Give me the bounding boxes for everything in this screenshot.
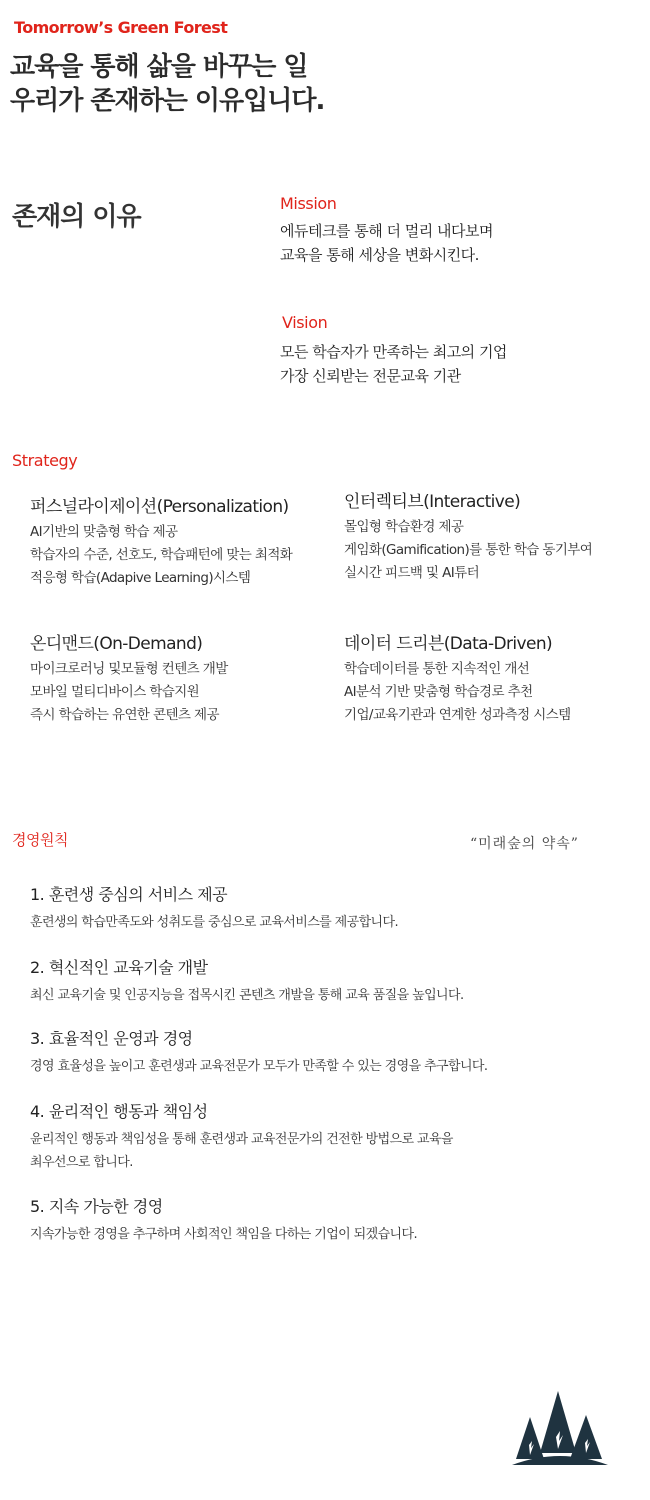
strategy-item-on-demand [30,629,330,727]
vision-line: 모든 학습자가 만족하는 최고의 기업 [280,343,507,361]
promise-quote: “미래숲의 약속” [470,836,579,852]
forest-trees-icon [510,1385,610,1475]
principle-item [30,882,630,934]
strategy-line: AI분석 기반 맞춤형 학습경로 추천 [344,684,533,700]
principle-item [30,1194,630,1246]
strategy-line: 몰입형 학습환경 제공 [344,519,464,535]
headline-line: 우리가 존재하는 이유입니다. [10,86,325,116]
headline-line: 교육을 통해 삶을 바꾸는 일 [10,52,308,82]
principle-title: 3. 효율적인 운영과 경영 [30,1029,193,1048]
principle-item [30,955,630,1007]
strategy-item-data-driven [344,629,644,727]
strategy-item-interactive [344,487,644,585]
principle-title: 4. 윤리적인 행동과 책임성 [30,1102,208,1121]
mission-text [280,219,493,267]
strategy-item-personalization [30,492,330,590]
strategy-line: 적응형 학습(Adapive Learning)시스템 [30,570,251,586]
principle-desc: 최신 교육기술 및 인공지능을 접목시킨 콘텐츠 개발을 통해 교육 품질을 높입니다. [30,988,464,1003]
principles-label: 경영원칙 [12,831,68,849]
brand-name: Tomorrow’s Green Forest [14,18,228,37]
principle-desc: 지속가능한 경영을 추구하며 사회적인 책임을 다하는 기업이 되겠습니다. [30,1227,417,1242]
strategy-title: 인터렉티브(Interactive) [344,492,521,512]
strategy-label: Strategy [12,451,78,470]
vision-label: Vision [282,313,328,332]
mission-line: 에듀테크를 통해 더 멀리 내다보며 [280,222,493,240]
headline [10,50,324,118]
principle-item [30,1099,630,1174]
principle-item [30,1026,630,1078]
reason-title: 존재의 이유 [12,202,141,232]
strategy-line: 학습자의 수준, 선호도, 학습패턴에 맞는 최적화 [30,547,293,563]
principle-desc: 최우선으로 합니다. [30,1155,133,1170]
strategy-title: 온디맨드(On-Demand) [30,634,203,654]
principle-title: 1. 훈련생 중심의 서비스 제공 [30,885,228,904]
strategy-line: AI기반의 맞춤형 학습 제공 [30,524,178,540]
mission-line: 교육을 통해 세상을 변화시킨다. [280,246,479,264]
principle-title: 5. 지속 가능한 경영 [30,1197,163,1216]
mission-label: Mission [280,194,337,213]
strategy-line: 실시간 피드백 및 AI튜터 [344,565,480,581]
vision-line: 가장 신뢰받는 전문교육 기관 [280,367,461,385]
principle-desc: 경영 효율성을 높이고 훈련생과 교육전문가 모두가 만족할 수 있는 경영을 추구합니다. [30,1059,488,1074]
principle-title: 2. 혁신적인 교육기술 개발 [30,958,208,977]
strategy-line: 마이크로러닝 및모듈형 컨텐츠 개발 [30,661,228,677]
principle-desc: 윤리적인 행동과 책임성을 통해 훈련생과 교육전문가의 건전한 방법으로 교육을 [30,1132,453,1147]
strategy-title: 데이터 드리븐(Data-Driven) [344,634,553,654]
strategy-line: 학습데이터를 통한 지속적인 개선 [344,661,530,677]
vision-text [280,340,507,388]
strategy-line: 게임화(Gamification)를 통한 학습 동기부여 [344,542,593,558]
principle-desc: 훈련생의 학습만족도와 성취도를 중심으로 교육서비스를 제공합니다. [30,915,398,930]
strategy-title: 퍼스널라이제이션(Personalization) [30,497,289,517]
strategy-line: 기업/교육기관과 연계한 성과측정 시스템 [344,707,571,723]
strategy-line: 모바일 멀티디바이스 학습지원 [30,684,200,700]
strategy-line: 즉시 학습하는 유연한 콘텐츠 제공 [30,707,219,723]
